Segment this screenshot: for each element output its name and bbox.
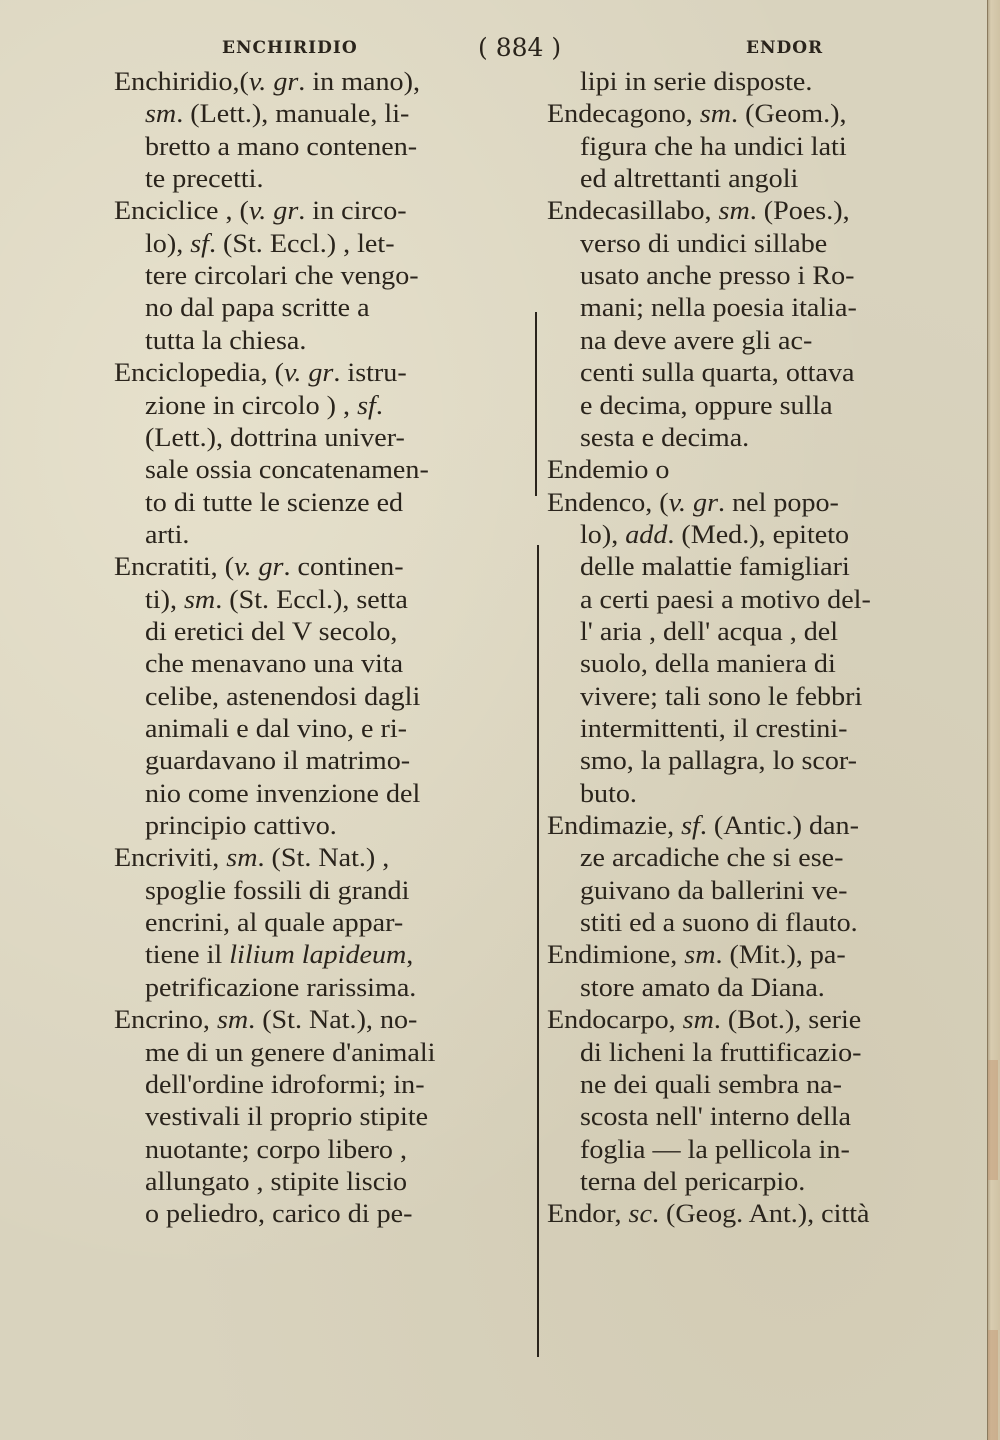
text-run: dell'ordine idroformi; in- [145, 1069, 425, 1099]
column-rule [537, 545, 539, 1357]
text-line [145, 292, 370, 324]
text-line [580, 648, 836, 680]
text-run: intermittenti, il crestini- [580, 714, 848, 743]
text-run: Endemio o [547, 455, 670, 485]
text-run: Enciclice , ( [114, 196, 249, 226]
text-run: . (Lett.), manuale, li- [176, 99, 410, 129]
text-run: di eretici del V secolo, [145, 616, 398, 646]
italic-abbrev: sm [183, 584, 216, 614]
text-line [547, 487, 839, 519]
text-run: Endecasillabo, [547, 196, 719, 226]
text-run: celibe, astenendosi dagli [145, 681, 421, 711]
text-run: arti. [145, 519, 190, 549]
text-line [145, 681, 420, 713]
text-line [145, 131, 417, 163]
text-line [145, 713, 407, 745]
italic-abbrev: sm [226, 843, 258, 873]
text-line [580, 131, 847, 163]
text-run: . (Antic.) dan- [699, 811, 859, 841]
text-line [547, 1004, 861, 1036]
text-run: Endimazie, [547, 811, 682, 841]
column-rule [535, 312, 537, 496]
italic-abbrev: sc [628, 1199, 652, 1229]
text-run: te precetti. [145, 164, 264, 194]
text-run: store amato da Diana. [580, 972, 825, 1002]
text-run: tere circolari che vengo- [145, 261, 419, 291]
italic-abbrev: sm [216, 1005, 249, 1035]
text-run: bretto a mano contenen- [145, 131, 418, 161]
text-line [580, 66, 812, 98]
text-run: encrini, al quale appar- [145, 908, 404, 938]
text-line [580, 1069, 842, 1101]
text-run: . (St. Eccl.), setta [215, 584, 408, 614]
text-run: animali e dal vino, e ri- [145, 714, 408, 743]
page-stain [988, 1330, 998, 1440]
text-line [145, 1069, 425, 1101]
text-line [145, 1037, 435, 1069]
text-line [580, 745, 857, 777]
text-line [145, 325, 306, 357]
text-line [145, 519, 189, 551]
italic-abbrev: v. gr [668, 487, 719, 517]
page-number: ( 884 ) [478, 33, 562, 62]
text-run: . (Geog. Ant.), città [651, 1199, 870, 1229]
text-line [547, 98, 846, 130]
text-line [145, 1166, 407, 1198]
text-line [580, 907, 858, 939]
text-line [145, 584, 408, 616]
text-line [114, 357, 407, 389]
italic-abbrev: sm [684, 940, 716, 970]
text-run: di licheni la fruttificazio- [580, 1037, 862, 1067]
text-line [145, 228, 395, 260]
text-line [580, 260, 855, 292]
text-line [145, 487, 403, 519]
text-run: figura che ha undici lati [580, 131, 847, 161]
text-line [547, 454, 669, 486]
text-line [145, 1101, 428, 1133]
text-run: Enciclopedia, ( [114, 358, 284, 388]
text-line [145, 454, 429, 486]
text-line [145, 972, 416, 1004]
text-run: to di tutte le scienze ed [145, 487, 404, 517]
text-run: mani; nella poesia italia- [580, 293, 857, 323]
text-run: buto. [580, 778, 637, 808]
text-run: . nel popo- [718, 487, 839, 517]
text-line [145, 616, 397, 648]
text-run: centi sulla quarta, ottava [580, 358, 855, 388]
text-run: zione in circolo ) , [145, 390, 358, 420]
text-run: Enchiridio,( [114, 67, 249, 96]
text-line [580, 357, 854, 389]
text-run: lo), [580, 519, 626, 549]
text-run: . in circo- [298, 196, 407, 226]
text-run: . [375, 390, 383, 420]
text-line [145, 1198, 412, 1230]
text-run: . (St. Nat.) , [257, 843, 390, 873]
text-run: sesta e decima. [580, 422, 750, 452]
text-line [580, 228, 827, 260]
text-run: e decima, oppure sulla [580, 390, 833, 420]
italic-abbrev: sf [681, 811, 700, 841]
text-run: scosta nell' interno della [580, 1102, 851, 1132]
running-head-right: ENDOR [746, 38, 824, 58]
text-line [145, 98, 409, 130]
italic-abbrev: lilium lapideum [229, 940, 407, 970]
text-line [145, 875, 409, 907]
text-run: Endecagono, [547, 99, 700, 129]
text-run: delle malattie famigliari [580, 552, 850, 582]
text-line [114, 66, 420, 98]
text-run: o peliedro, carico di pe- [145, 1199, 413, 1229]
italic-abbrev: sm [718, 196, 750, 226]
text-run: Endor, [547, 1199, 629, 1229]
text-run: sale ossia concatenamen- [145, 455, 429, 485]
text-line [114, 195, 407, 227]
text-run: nio come invenzione del [145, 778, 421, 808]
text-run: tiene il [145, 940, 230, 970]
text-line [580, 422, 749, 454]
text-line [580, 972, 825, 1004]
text-line [580, 163, 798, 195]
text-run: Encrino, [114, 1005, 217, 1035]
text-line [580, 1037, 861, 1069]
text-run: Endenco, ( [547, 487, 669, 517]
text-line [580, 1134, 850, 1166]
text-line [580, 681, 862, 713]
text-run: verso di undici sillabe [580, 228, 828, 258]
text-run: tutta la chiesa. [145, 325, 307, 355]
text-run: nuotante; corpo libero , [145, 1134, 408, 1164]
text-run: a certi paesi a motivo del- [580, 584, 871, 614]
text-line [114, 842, 389, 874]
text-run: guardavano il matrimo- [145, 746, 411, 776]
text-run: allungato , stipite liscio [145, 1166, 408, 1196]
text-run: . (Med.), epiteto [667, 519, 850, 549]
text-line [580, 1166, 805, 1198]
italic-abbrev: sm [699, 99, 732, 129]
text-run: ne dei quali sembra na- [580, 1069, 842, 1099]
text-run: petrificazione rarissima. [145, 972, 417, 1002]
text-run: smo, la pallagra, lo scor- [580, 746, 858, 776]
text-line [145, 810, 337, 842]
text-line [114, 551, 404, 583]
text-line [580, 325, 812, 357]
text-line [580, 842, 843, 874]
text-line [114, 1004, 417, 1036]
text-run: guivano da ballerini ve- [580, 875, 848, 905]
text-line [145, 163, 263, 195]
text-run: suolo, della maniera di [580, 649, 836, 679]
text-run: . (St. Nat.), no- [248, 1005, 418, 1035]
text-run: . continen- [283, 552, 404, 582]
text-line [580, 519, 849, 551]
text-line [547, 810, 859, 842]
text-line [145, 907, 403, 939]
text-run: Encratiti, ( [114, 552, 235, 582]
text-run: ed altrettanti angoli [580, 164, 799, 194]
text-run: ze arcadiche che si ese- [580, 843, 844, 873]
text-run: vivere; tali sono le febbri [580, 681, 863, 711]
text-run: stiti ed a suono di flauto. [580, 908, 858, 938]
text-line [580, 875, 847, 907]
text-run: . in mano), [298, 67, 420, 96]
text-line [145, 745, 410, 777]
text-line [580, 390, 833, 422]
text-line [580, 292, 857, 324]
text-run: . istru- [333, 358, 407, 388]
text-run: ti), [145, 584, 184, 614]
text-run: Endocarpo, [547, 1005, 683, 1035]
text-run: , [406, 940, 414, 970]
text-run: l' aria , dell' acqua , del [580, 616, 839, 646]
text-line [547, 939, 846, 971]
text-run: me di un genere d'animali [145, 1037, 436, 1067]
page-stain [988, 1060, 998, 1180]
text-run: . (Mit.), pa- [715, 940, 846, 970]
text-run: . (Poes.), [749, 196, 850, 226]
text-line [145, 260, 419, 292]
text-run: na deve avere gli ac- [580, 325, 813, 355]
running-head-left: ENCHIRIDIO [222, 38, 358, 58]
italic-abbrev: sm [145, 99, 177, 129]
italic-abbrev: sf [190, 228, 209, 258]
text-line [580, 584, 871, 616]
italic-abbrev: v. gr [283, 358, 334, 388]
text-run: spoglie fossili di grandi [145, 875, 410, 905]
italic-abbrev: v. gr [234, 552, 284, 582]
italic-abbrev: v. gr [248, 196, 299, 226]
italic-abbrev: v. gr [248, 67, 299, 96]
text-run: lo), [145, 228, 191, 258]
italic-abbrev: sm [682, 1005, 714, 1035]
text-run: usato anche presso i Ro- [580, 261, 855, 291]
text-run: vestivali il proprio stipite [145, 1102, 429, 1132]
text-run: (Lett.), dottrina univer- [145, 422, 405, 452]
text-line [580, 1101, 851, 1133]
text-line [547, 195, 850, 227]
text-line [145, 390, 383, 422]
text-line [547, 1198, 870, 1230]
text-run: . (Geom.), [731, 99, 847, 129]
italic-abbrev: sf [357, 390, 376, 420]
text-run: Endimione, [547, 940, 685, 970]
text-run: . (St. Eccl.) , let- [208, 228, 395, 258]
text-line [580, 551, 850, 583]
text-run: . (Bot.), serie [713, 1005, 862, 1035]
text-run: no dal papa scritte a [145, 293, 370, 323]
text-run: foglia — la pellicola in- [580, 1134, 850, 1164]
text-line [580, 778, 637, 810]
text-run: terna del pericarpio. [580, 1166, 806, 1196]
text-line [145, 1134, 407, 1166]
text-line [145, 778, 420, 810]
text-line [145, 939, 413, 971]
text-run: che menavano una vita [145, 649, 404, 679]
text-line [145, 648, 403, 680]
text-line [580, 713, 847, 745]
page-edge [987, 0, 1000, 1440]
text-line [580, 616, 838, 648]
italic-abbrev: add [625, 519, 668, 549]
text-line [145, 422, 405, 454]
text-run: lipi in serie disposte. [580, 67, 813, 96]
text-run: principio cattivo. [145, 811, 337, 841]
text-run: Encriviti, [114, 843, 227, 873]
